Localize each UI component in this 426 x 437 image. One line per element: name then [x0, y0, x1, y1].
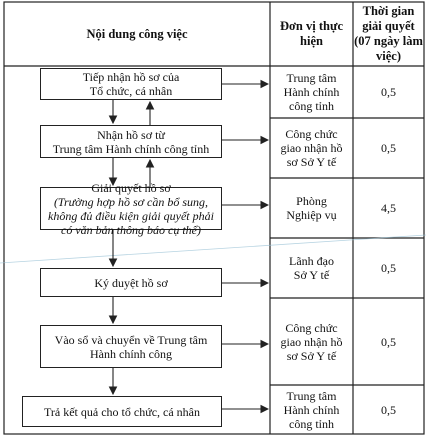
time2: 0,5	[381, 141, 396, 155]
unit-cell-6	[270, 385, 353, 434]
step3-note-line1: (Trường hợp hồ sơ cần bổ sung,	[53, 194, 209, 209]
step-box-2	[40, 125, 222, 158]
unit-cell-2	[270, 118, 353, 178]
step4-text-line1: Ký duyệt hồ sơ	[94, 275, 168, 290]
unit4-line2: Sở Y tế	[293, 268, 330, 282]
step-box-3	[40, 180, 222, 237]
step3-note-line3: có văn bản thông báo cụ thể)	[61, 222, 201, 237]
time-cell-4	[353, 238, 424, 298]
unit-cell-1	[270, 66, 353, 118]
step-box-5	[40, 325, 222, 368]
step3-note-line2: không đủ điều kiện giải quyết phải	[48, 208, 214, 223]
time1: 0,5	[381, 85, 396, 99]
step-box-6	[22, 396, 222, 427]
unit5-line2: giao nhận hồ	[280, 334, 343, 349]
unit3-line2: Nghiệp vụ	[286, 208, 337, 222]
unit1-line3: công tỉnh	[289, 99, 334, 113]
step2-text-line1: Nhận hồ sơ từ	[97, 127, 165, 142]
unit5-line1: Công chức	[285, 320, 338, 335]
time-cell-6	[353, 385, 424, 434]
unit-cell-4	[270, 238, 353, 298]
unit3-line1: Phòng	[296, 194, 327, 208]
header-col3-line4: việc)	[376, 49, 401, 63]
unit-cell-3	[270, 178, 353, 238]
unit4-line1: Lãnh đạo	[289, 254, 334, 268]
header-col1: Nội dung công việc	[86, 26, 188, 41]
unit1-line1: Trung tâm	[286, 71, 337, 85]
unit-cell-5	[270, 298, 353, 385]
unit5-line3: sơ Sở Y tế	[286, 348, 337, 363]
time6: 0,5	[381, 402, 396, 417]
header-col2-line2: hiện	[300, 34, 323, 48]
header-col3-line3: (07 ngày làm	[354, 34, 423, 48]
header-col2-line1: Đơn vị thực	[279, 19, 344, 33]
header-col3-line1: Thời gian	[362, 4, 415, 18]
time-cell-5	[353, 298, 424, 385]
header-content	[4, 2, 270, 66]
step6-text-line1: Trả kết quả cho tổ chức, cá nhân	[43, 404, 200, 419]
step5-text-line1: Vào sổ và chuyển về Trung tâm	[54, 332, 208, 347]
header-col3-line2: giải quyết	[362, 19, 415, 33]
step5-text-line2: Hành chính công	[90, 346, 172, 361]
time-cell-1	[353, 66, 424, 118]
step1-text-line2: Tổ chức, cá nhân	[89, 84, 173, 98]
step-box-4	[40, 268, 222, 297]
unit1-line2: Hành chính	[283, 85, 340, 99]
time5: 0,5	[381, 334, 396, 349]
header-time	[353, 2, 424, 66]
unit2-line1: Công chức	[285, 127, 338, 141]
step3-text-line1: Giải quyết hồ sơ	[91, 180, 171, 195]
header-unit	[270, 2, 353, 66]
step1-text-line1: Tiếp nhận hồ sơ của	[82, 70, 180, 84]
time3: 4,5	[381, 201, 396, 215]
time-cell-2	[353, 118, 424, 178]
unit2-line2: giao nhận hồ	[280, 141, 343, 155]
step2-text-line2: Trung tâm Hành chính công tỉnh	[52, 141, 210, 156]
step-box-1	[40, 68, 222, 100]
unit6-line1: Trung tâm	[286, 388, 337, 403]
unit6-line3: công tỉnh	[289, 416, 334, 431]
time4: 0,5	[381, 261, 396, 275]
unit2-line3: sơ Sở Y tế	[286, 155, 337, 169]
unit6-line2: Hành chính	[283, 402, 340, 417]
time-cell-3	[353, 178, 424, 238]
